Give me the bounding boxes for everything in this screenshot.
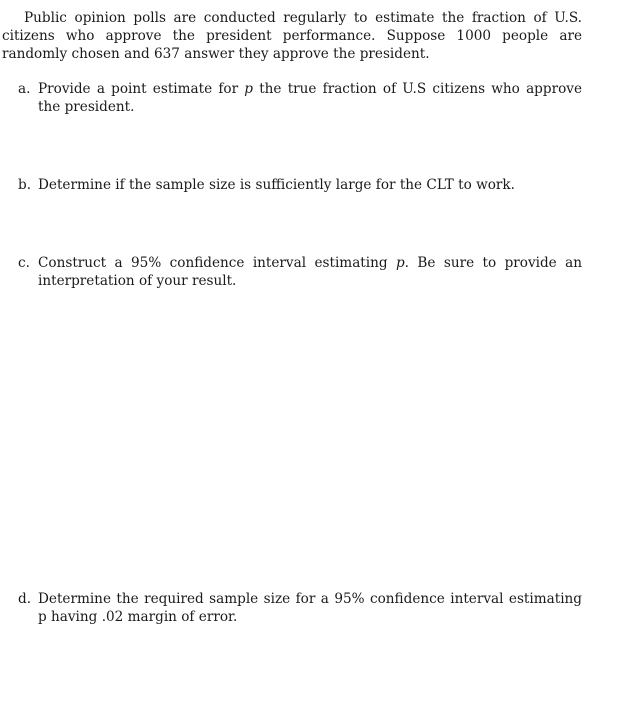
question-c-math-p: p: [395, 255, 405, 271]
question-c-text: [38, 254, 582, 290]
question-a-math-p: p: [244, 81, 253, 97]
question-a: [18, 80, 582, 116]
question-a-text-pre: Provide a point estimate for: [38, 81, 245, 97]
problem-intro: Public opinion polls are conducted regularly to estimate the fraction of U.S. citizens who approve the president performance. Suppose 1000 people are randomly chosen and 637 answer they approve the president.: [2, 10, 582, 62]
question-b-text: Determine if the sample size is sufficiently large for the CLT to work.: [38, 177, 515, 193]
question-b: [18, 176, 582, 194]
question-a-text-post: the true fraction of U.S citizens who approve the president.: [38, 81, 582, 115]
question-a-text: [38, 80, 582, 116]
question-b-marker: b.: [18, 177, 32, 193]
question-a-marker: a.: [18, 81, 31, 97]
question-c-marker: c.: [18, 255, 30, 271]
question-c: [18, 254, 582, 290]
question-d-text: Determine the required sample size for a 95% confidence interval estimating p having .02 margin of error.: [38, 591, 582, 625]
question-c-text-pre: Construct a 95% confidence interval estimating: [38, 255, 396, 271]
question-d: [18, 590, 582, 626]
question-c-text-post: . Be sure to provide an interpretation of your result.: [38, 255, 582, 289]
question-d-marker: d.: [18, 591, 32, 607]
